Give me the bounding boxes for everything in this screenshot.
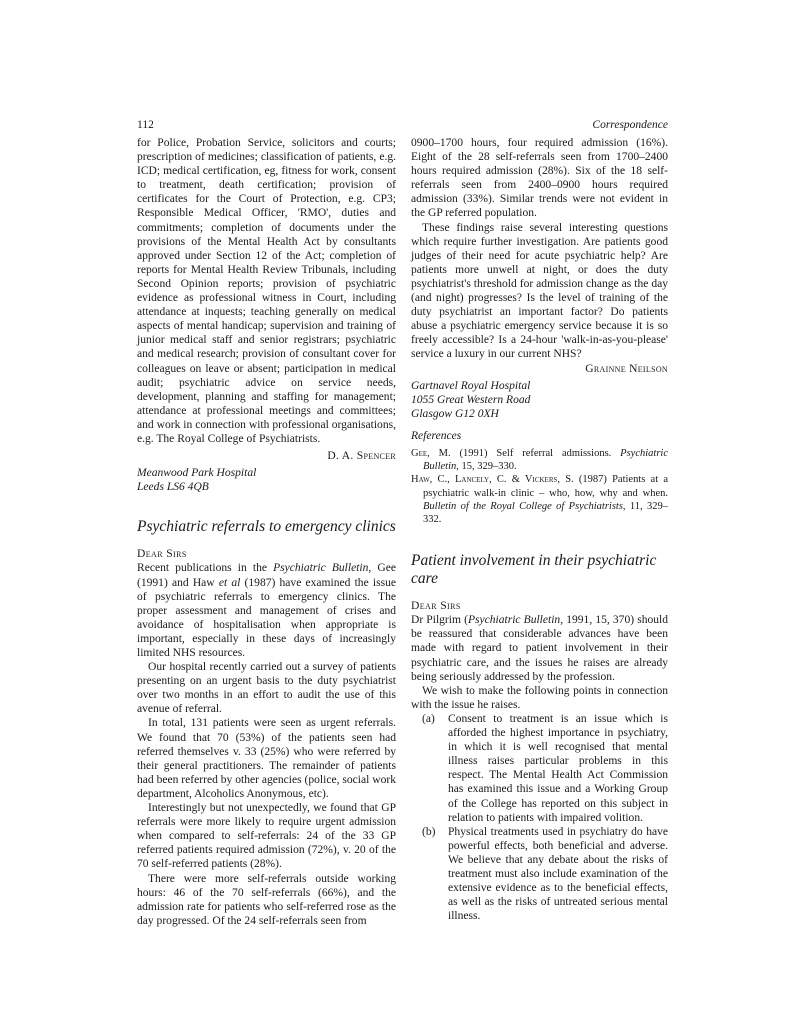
left-column <box>137 136 396 928</box>
text-run: , Gee (1991) and Haw <box>137 562 396 589</box>
citation: , 1991, 15, 370) <box>560 614 635 627</box>
ref-volume: , 11, 329–332. <box>423 500 668 525</box>
running-header <box>137 119 668 133</box>
ref-title: (1991) Self referral admissions. <box>450 447 621 459</box>
right-column <box>411 136 668 923</box>
ref-title: (1987) Patients at a psychiatric walk-in clinic – who, how, why and when. <box>423 474 668 499</box>
references-heading: References <box>411 429 462 442</box>
text-run: Dr Pilgrim ( <box>411 614 468 627</box>
numbered-point <box>411 712 668 825</box>
paragraph: In total, 131 patients were seen as urgent referrals. We found that 70 (53%) of the patients seen had referred themselves v. 33 (25%) who were referred by their general practitioners. The remainder of patients had been referred by other agencies (police, social work department, Alcoholics Anonymous, etc). <box>137 717 396 800</box>
ref-volume: , 15, 329–330. <box>456 461 517 473</box>
author-address <box>137 466 396 494</box>
address-line: Leeds LS6 4QB <box>137 481 209 494</box>
letter-title: Psychiatric referrals to emergency clinics <box>137 518 396 536</box>
address-line: Glasgow G12 0XH <box>411 407 499 420</box>
paragraph: These findings raise several interesting questions which require further investigation. Are patients good judges of their need for acute psychiatric help? Are patients more unwell at night, or does the duty psychiatrist's threshold for admission change as the day (and night) progresses? Is the level of training of the duty psychiatrist an important factor? Do patients abuse a psychiatric emergency service because it is so freely accessible? Is a 24-hour 'walk-in-as-you-please' service a luxury in our current NHS? <box>411 221 668 361</box>
point-label: (b) <box>422 825 436 838</box>
salutation: Dear Sirs <box>411 600 461 613</box>
et-al: et al <box>218 576 241 589</box>
salutation: Dear Sirs <box>137 548 187 561</box>
section-title: Correspondence <box>592 119 668 131</box>
continued-paragraph: for Police, Probation Service, solicitors and courts; prescription of medicines; classification of patients, e.g. ICD; medical certification, eg, fitness for work, consent to treatment, death certification; provision of certificates for the Court of Protection, e.g. CP3; Responsible Medical Officer, 'RMO', duties and commitments; completion of documents under the provisions of the Mental Health Act by consultants approved under Section 12 of the Act; completion of reports for Mental Health Review Tribunals, including Second Opinion reports; provision of psychiatric evidence as professional witness in Court, including attendance at inquests; teaching generally on medical aspects of mental handicap; supervision and training of junior medical staff and senior registrars; psychiatric and medical research; provision of consultant cover for colleagues on leave or absent; participation in medical audit; psychiatric advice on service needs, development, planning and staffing for management; attendance at professional meetings and committees; and work in connection with professional organisations, e.g. The Royal College of Psychiatrists. <box>137 137 396 445</box>
text-run: Recent publications in the <box>137 562 274 575</box>
journal-name: Psychiatric Bulletin <box>273 562 369 575</box>
reference-item <box>411 447 668 473</box>
letter-title: Patient involvement in their psychiatric care <box>411 552 657 588</box>
point-label: (a) <box>422 712 435 725</box>
ref-authors: Gee, M. <box>411 447 451 459</box>
address-line: Meanwood Park Hospital <box>137 467 257 480</box>
reference-item <box>411 473 668 526</box>
point-text: Consent to treatment is an issue which is afforded the highest importance in psychiatry, in which it is well recognised that mental illness raises particular problems in this respect. The Mental Health Act Commission has examined this issue and a Working Group of the College has reported on this subject in relation to patients with impaired volition. <box>448 712 668 824</box>
signature: Grainne Neilson <box>585 362 668 375</box>
paragraph: Our hospital recently carried out a survey of patients presenting on an urgent basis to the duty psychiatrist over two months in an effort to audit the use of this avenue of referral. <box>137 661 396 716</box>
ref-journal: Psychiatric Bulletin <box>423 447 668 473</box>
paragraph: There were more self-referrals outside working hours: 46 of the 70 self-referrals (66%), and the admission rate for patients who self-referred rose as the day progressed. Of the 24 self-referrals seen from <box>137 872 396 927</box>
ref-authors: Haw, C., Lancely, C. & Vickers, S. <box>411 474 574 486</box>
author-address <box>411 379 668 421</box>
paragraph <box>411 613 668 683</box>
signature: D. A. Spencer <box>327 450 396 463</box>
ref-journal: Bulletin of the Royal College of Psychiatrists <box>423 500 623 512</box>
continued-paragraph: 0900–1700 hours, four required admission (16%). Eight of the 28 self-referrals seen from 1700–2400 hours required admission (28%). Six of the 18 self-referrals seen from 2400–0900 hours required admission (33%). Similar trends were not evident in the GP referred population. <box>411 137 668 220</box>
paragraph: Interestingly but not unexpectedly, we found that GP referrals were more likely to require urgent admission when compared to self-referrals: 24 of the 33 GP referred patients required admission (72%), v. 20 of the 70 self-referred patients (28%). <box>137 802 396 871</box>
paragraph: We wish to make the following points in connection with the issue he raises. <box>411 684 668 711</box>
point-text: Physical treatments used in psychiatry do have powerful effects, both beneficial and adverse. We believe that any debate about the risks of treatment must also include examination of the extensive evidence as to the beneficial effects, as well as the risks of untreated serious mental illness. <box>448 825 668 923</box>
text-run: should be reassured that considerable advances have been made with regard to patient involvement in their psychiatric care, and the issues he raises are already being seriously addressed by the profession. <box>411 614 669 683</box>
text-run: (1987) have examined the issue of psychiatric referrals to emergency clinics. The proper assessment and management of crises and avoidance of hospitalisation when appropriate is important, especially in these days of increasingly limited NHS resources. <box>137 576 396 659</box>
reference-list <box>411 447 668 526</box>
page-number: 112 <box>137 119 154 131</box>
address-line: Gartnavel Royal Hospital <box>411 379 531 392</box>
paragraph <box>137 561 396 660</box>
numbered-point <box>411 825 668 924</box>
address-line: 1055 Great Western Road <box>411 393 531 406</box>
journal-name: Psychiatric Bulletin <box>467 614 561 627</box>
